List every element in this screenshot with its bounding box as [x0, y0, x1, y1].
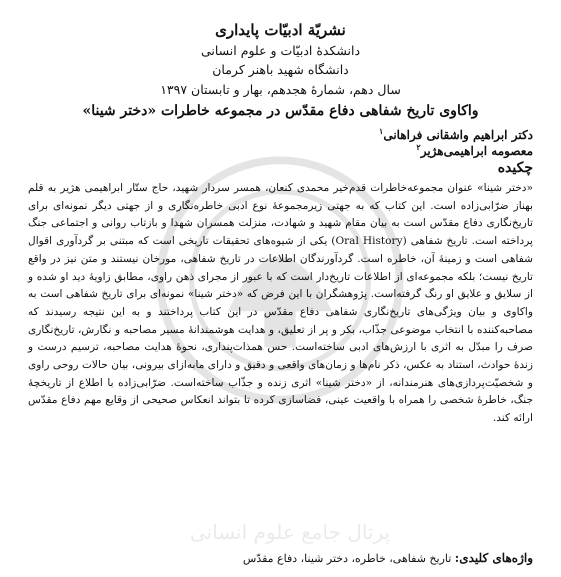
- university-name: دانشگاه شهید باهنر کرمان: [212, 62, 349, 77]
- watermark-text: پرتال جامع علوم انسانی: [189, 520, 391, 544]
- article-title: واکاوی تاریخ شفاهی دفاع مقدّس در مجموعه خاطرات «دختر شینا»: [82, 103, 479, 119]
- keywords-line: [28, 551, 533, 565]
- issue-info: سال دهم، شمارۀ هجدهم، بهار و تابستان ۱۳۹۷: [160, 82, 401, 97]
- abstract-heading: چکیده: [497, 160, 533, 176]
- author-2-name: معصومه ابراهیمی‌هژیر: [420, 144, 533, 158]
- faculty-name: دانشکدۀ ادبیّات و علوم انسانی: [200, 43, 361, 58]
- abstract-body: «دختر شینا» عنوان مجموعه‌خاطرات قدم‌خیر محمدی کنعان، همسر سردار شهید، حاج ستّار ابراهیمی هژیر به قلم بهناز ضرّابی‌زاده است. این کتاب که به جهتی زیرمجموعۀ نوع ادبی خاطره‌نگاری و از جهتی دیگر نمونه‌ای برای تاریخ‌نگاری دفاع مقدّس است به بیان مقام شهید و شهادت، منزلت همسران شهدا و بازتاب روانی و اجتماعی جنگ پرداخته است. تاریخ شفاهی (Oral History) یکی از شیوه‌های تحقیقات تاریخی است که مبتنی بر گردآوری اقوال شفاهی است و زمینۀ آن، خاطره است. گردآورندگان اطلاعات در تاریخ شفاهی، مورخان نیستند و متن نیز در واقع تاریخ نیست؛ بلکه مجموعه‌ای از اطلاعات تاریخ‌دار است که با عبور از مجرای ذهن راوی، مطابق زاویۀ دید او شده و از سلایق و علایق او رنگ گرفته‌است. پژوهشگران با این فرض که «دختر شینا» نمونه‌ای برای تاریخ شفاهی است به واکاوی و بیان ویژگی‌های تاریخ‌نگاری شفاهی دفاع مقدّس در این کتاب پرداختند و به این نتیجه رسیدند که مصاحبه‌کننده با انتخاب موضوعی جذّاب، بکر و پر از تعلیق، و هدایت هوشمندانۀ مسیر مصاحبه و نگارش، تاریخ‌نگاری صرف را مبدّل به اثری با ارزش‌های ادبی ساخته‌است. حس همذات‌پنداری، نحوۀ هدایت مصاحبه، ترسیم درست و زندۀ حوادث، استناد به عکس، ذکر نام‌ها و زمان‌های واقعی و دقیق و دارای مابه‌ازای بیرونی، بیان حالات روحی راوی و شخصیّت‌پردازی‌های هنرمندانه، از «دختر شینا» اثری زنده و جذّاب ساخته‌است. ضرّابی‌زاده با اطلاع از تاریخچۀ جنگ، خاطرۀ شخصی را همراه با واقعیت عینی، فضاسازی کرده تا بتواند انعکاس صحیحی از وقایع مهم دفاع مقدّس ارائه کند.: [28, 182, 534, 425]
- keywords-label: واژه‌های کلیدی:: [454, 551, 533, 565]
- author-2-footnote-mark: ۲: [416, 142, 421, 152]
- journal-title: نشریّة ادبیّات پایداری: [215, 21, 346, 39]
- author-1-name: دکتر ابراهیم واشقانی فراهانی: [383, 128, 533, 142]
- keywords-list: تاریخ شفاهی، خاطره، دختر شینا، دفاع مقدّس: [242, 552, 452, 565]
- author-2: [416, 142, 533, 158]
- author-1: [379, 126, 533, 142]
- author-1-footnote-mark: ۱: [379, 126, 384, 136]
